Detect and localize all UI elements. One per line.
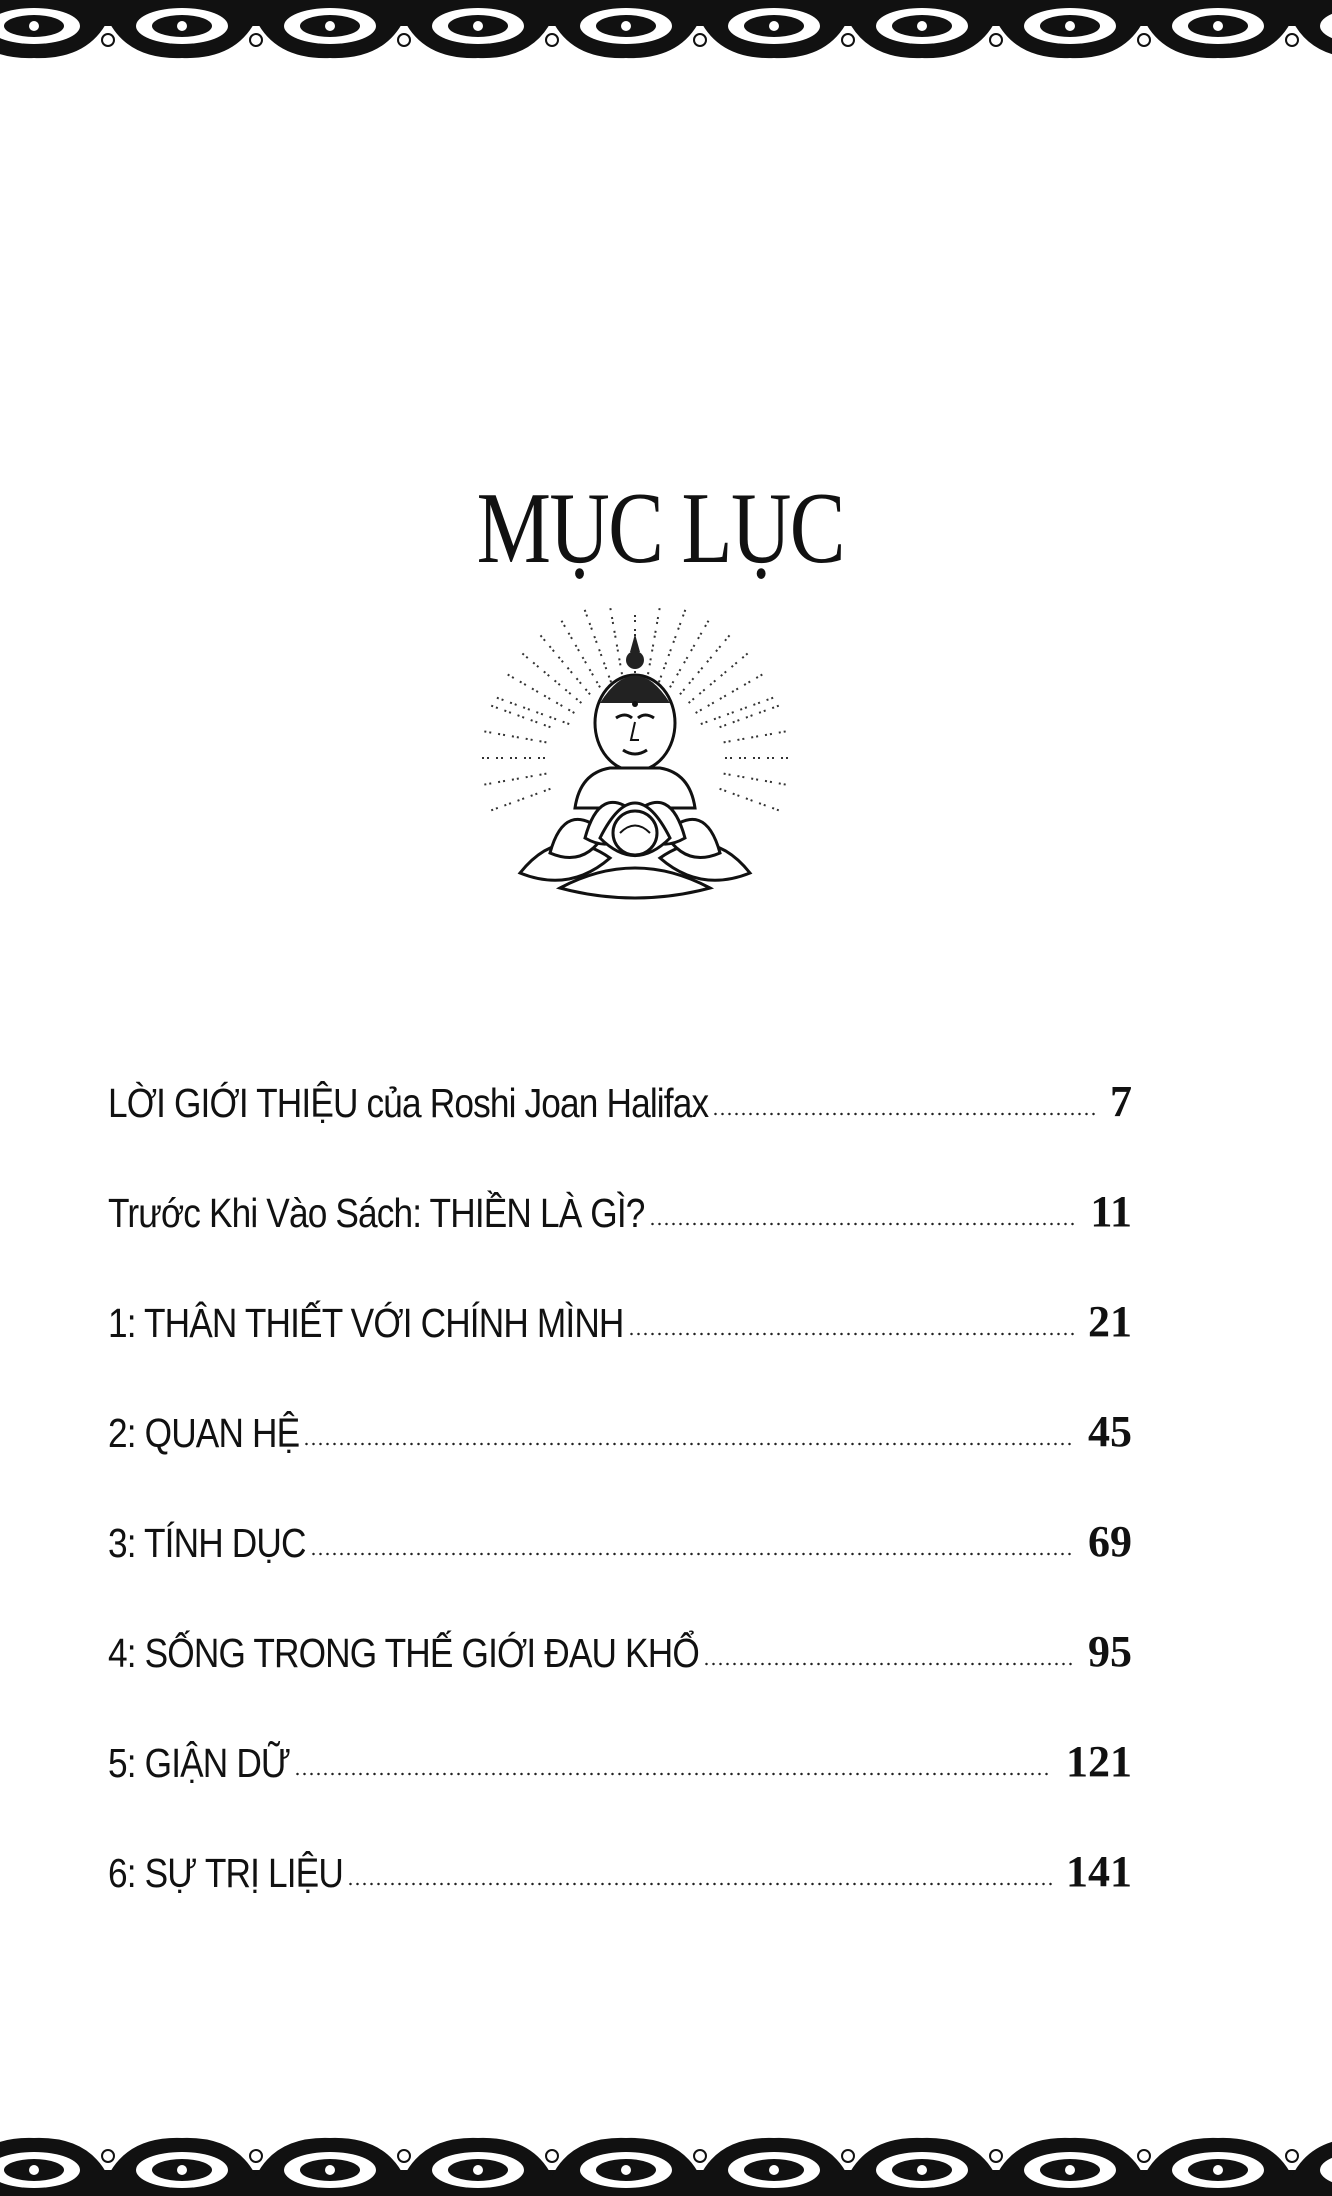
toc-entry-label: 3: TÍNH DỤC [108, 1520, 306, 1566]
toc-entry-page-number: 7 [1110, 1077, 1132, 1126]
toc-entry [108, 1570, 1132, 1680]
toc-entry-label: 6: SỰ TRỊ LIỆU [108, 1850, 343, 1896]
toc-dot-leader [303, 1442, 1074, 1446]
toc-entry-page-number: 21 [1088, 1297, 1132, 1346]
toc-entry [108, 1790, 1132, 1900]
toc-entry-page-number: 69 [1088, 1517, 1132, 1566]
toc-entry [108, 1130, 1132, 1240]
buddha-on-lotus-icon [480, 608, 790, 908]
toc-entry-page-number: 11 [1090, 1187, 1132, 1236]
toc-entry [108, 1460, 1132, 1570]
toc-entry [108, 1240, 1132, 1350]
toc-dot-leader [703, 1662, 1074, 1666]
toc-entry-label: Trước Khi Vào Sách: THIỀN LÀ GÌ? [108, 1190, 645, 1236]
toc-entry-page-number: 45 [1088, 1407, 1132, 1456]
toc-entry-page-number: 141 [1066, 1847, 1132, 1896]
toc-entry-label: 4: SỐNG TRONG THẾ GIỚI ĐAU KHỔ [108, 1630, 699, 1676]
toc-entry [108, 1350, 1132, 1460]
toc-entry-label: 2: QUAN HỆ [108, 1410, 300, 1456]
bottom-ornamental-border-icon [0, 2132, 1332, 2196]
toc-entry-label: 1: THÂN THIẾT VỚI CHÍNH MÌNH [108, 1300, 624, 1346]
toc-entry-label: 5: GIẬN DỮ [108, 1740, 291, 1786]
top-ornamental-border-icon [0, 0, 1332, 64]
toc-dot-leader [294, 1772, 1052, 1776]
toc-dot-leader [712, 1112, 1096, 1116]
toc-entry-page-number: 95 [1088, 1627, 1132, 1676]
toc-entry-label: LỜI GIỚI THIỆU của Roshi Joan Halifax [108, 1080, 709, 1126]
toc-dot-leader [628, 1332, 1074, 1336]
toc-entry [108, 1680, 1132, 1790]
toc-entry [108, 1020, 1132, 1130]
toc-entry-page-number: 121 [1066, 1737, 1132, 1786]
page-title: MỤC LỤC [476, 472, 844, 585]
toc-dot-leader [649, 1222, 1077, 1226]
table-of-contents [108, 1020, 1132, 1900]
toc-dot-leader [347, 1882, 1052, 1886]
toc-dot-leader [310, 1552, 1074, 1556]
